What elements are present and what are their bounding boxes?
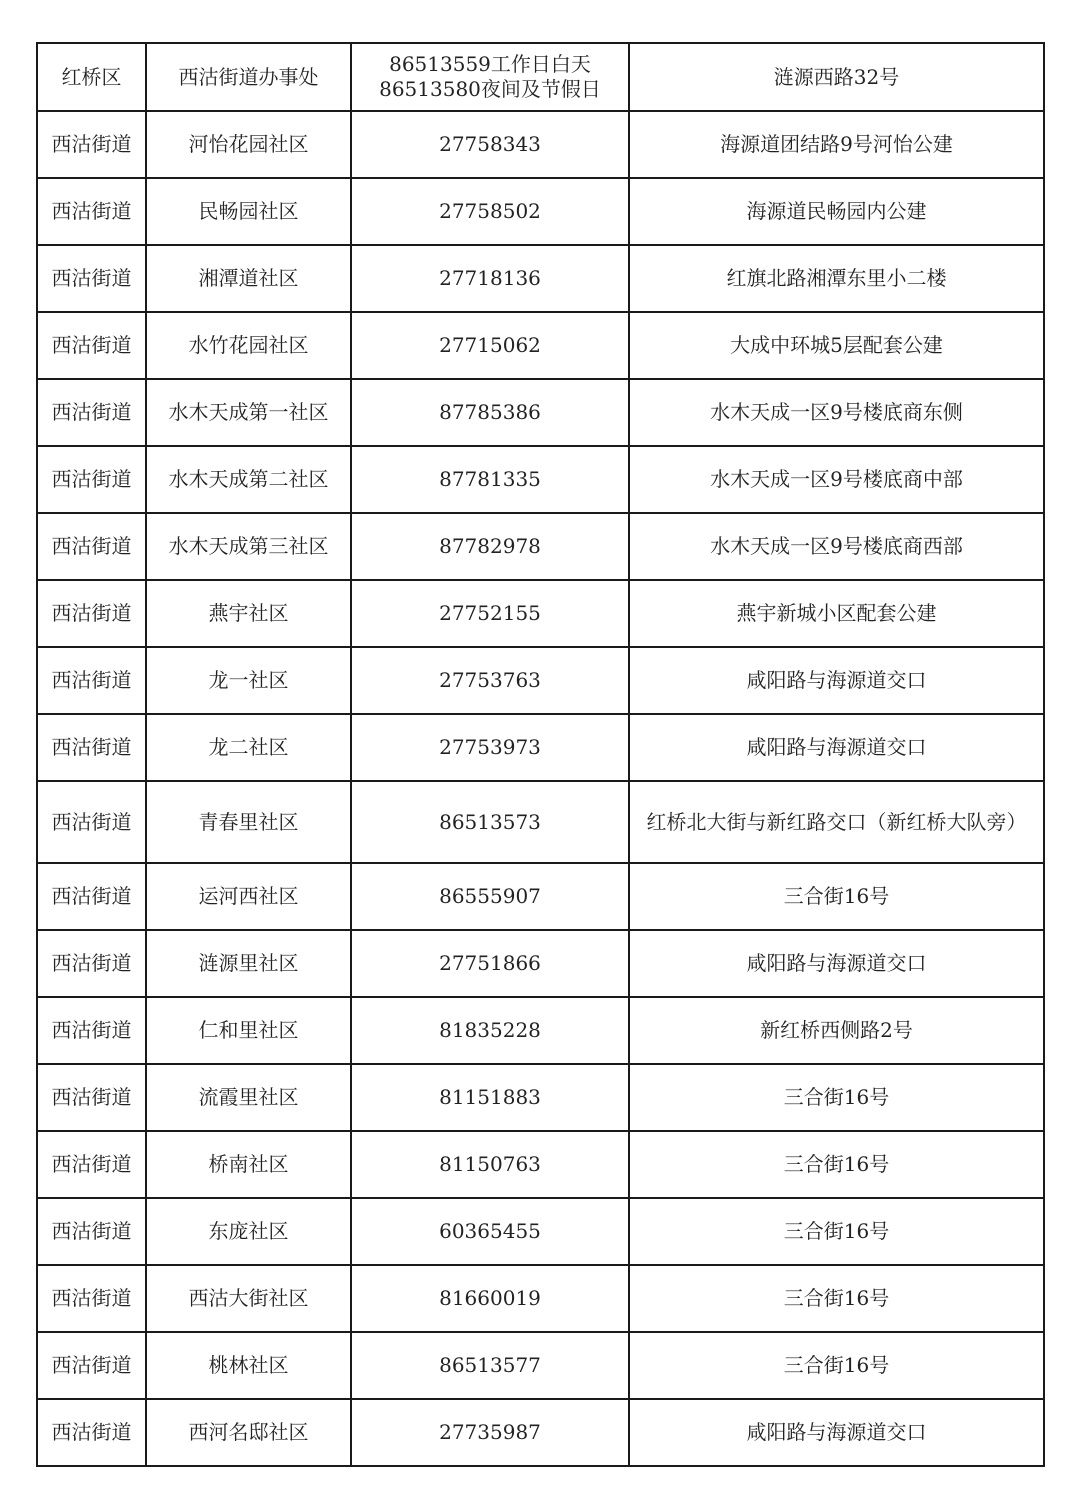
district-cell: 红桥区 [37,43,146,111]
phone-cell: 27718136 [351,245,629,312]
address-cell: 咸阳路与海源道交口 [629,714,1044,781]
address-cell: 咸阳路与海源道交口 [629,1399,1044,1466]
address-cell: 水木天成一区9号楼底商中部 [629,446,1044,513]
address-cell: 三合街16号 [629,1064,1044,1131]
address-cell: 三合街16号 [629,1131,1044,1198]
phone-cell: 87782978 [351,513,629,580]
table-row [37,1198,1044,1265]
table-row [37,863,1044,930]
address-cell: 三合街16号 [629,1265,1044,1332]
table-row [37,997,1044,1064]
community-cell: 涟源里社区 [146,930,351,997]
phone-cell: 27752155 [351,580,629,647]
phone-day: 86513559工作日白天 [389,52,591,76]
table-row [37,580,1044,647]
table-row [37,781,1044,863]
address-cell: 三合街16号 [629,863,1044,930]
table-row [37,513,1044,580]
table-row [37,245,1044,312]
community-directory-table [36,42,1045,1467]
street-cell: 西沽街道 [37,647,146,714]
address-cell: 三合街16号 [629,1198,1044,1265]
table-body [37,43,1044,1466]
phone-cell: 87785386 [351,379,629,446]
phone-cell: 86555907 [351,863,629,930]
community-cell: 湘潭道社区 [146,245,351,312]
street-cell: 西沽街道 [37,178,146,245]
street-cell: 西沽街道 [37,446,146,513]
address-cell: 红桥北大街与新红路交口（新红桥大队旁） [629,781,1044,863]
address-cell: 大成中环城5层配套公建 [629,312,1044,379]
table-row [37,930,1044,997]
table-row [37,312,1044,379]
community-cell: 民畅园社区 [146,178,351,245]
office-cell: 西沽街道办事处 [146,43,351,111]
phone-cell: 27753973 [351,714,629,781]
street-cell: 西沽街道 [37,513,146,580]
street-cell: 西沽街道 [37,1064,146,1131]
street-cell: 西沽街道 [37,111,146,178]
street-cell: 西沽街道 [37,1265,146,1332]
street-cell: 西沽街道 [37,1198,146,1265]
phone-cell: 86513573 [351,781,629,863]
community-cell: 东庞社区 [146,1198,351,1265]
table-row [37,1399,1044,1466]
community-cell: 河怡花园社区 [146,111,351,178]
community-cell: 水木天成第三社区 [146,513,351,580]
community-cell: 水竹花园社区 [146,312,351,379]
phone-cell: 27751866 [351,930,629,997]
community-cell: 运河西社区 [146,863,351,930]
street-cell: 西沽街道 [37,312,146,379]
phone-cell: 27735987 [351,1399,629,1466]
table-row [37,714,1044,781]
office-address-cell: 涟源西路32号 [629,43,1044,111]
address-cell: 三合街16号 [629,1332,1044,1399]
address-cell: 燕宇新城小区配套公建 [629,580,1044,647]
community-cell: 流霞里社区 [146,1064,351,1131]
table-row [37,446,1044,513]
community-cell: 水木天成第一社区 [146,379,351,446]
community-cell: 西河名邸社区 [146,1399,351,1466]
street-cell: 西沽街道 [37,714,146,781]
community-cell: 燕宇社区 [146,580,351,647]
phone-cell: 27758343 [351,111,629,178]
table-row [37,1265,1044,1332]
table-row [37,1131,1044,1198]
address-cell: 新红桥西侧路2号 [629,997,1044,1064]
phone-cell: 60365455 [351,1198,629,1265]
street-cell: 西沽街道 [37,930,146,997]
address-cell: 水木天成一区9号楼底商东侧 [629,379,1044,446]
phone-cell: 81660019 [351,1265,629,1332]
street-cell: 西沽街道 [37,245,146,312]
table-header-row [37,43,1044,111]
community-cell: 桃林社区 [146,1332,351,1399]
street-cell: 西沽街道 [37,1131,146,1198]
phone-cell: 27758502 [351,178,629,245]
table-row [37,111,1044,178]
table-row [37,178,1044,245]
address-cell: 海源道民畅园内公建 [629,178,1044,245]
community-cell: 青春里社区 [146,781,351,863]
phone-cell: 81150763 [351,1131,629,1198]
address-cell: 海源道团结路9号河怡公建 [629,111,1044,178]
phone-cell: 27753763 [351,647,629,714]
phone-cell: 27715062 [351,312,629,379]
street-cell: 西沽街道 [37,997,146,1064]
table-row [37,379,1044,446]
street-cell: 西沽街道 [37,781,146,863]
street-cell: 西沽街道 [37,379,146,446]
street-cell: 西沽街道 [37,1332,146,1399]
community-cell: 仁和里社区 [146,997,351,1064]
community-cell: 水木天成第二社区 [146,446,351,513]
address-cell: 水木天成一区9号楼底商西部 [629,513,1044,580]
address-cell: 咸阳路与海源道交口 [629,930,1044,997]
street-cell: 西沽街道 [37,580,146,647]
community-cell: 桥南社区 [146,1131,351,1198]
community-cell: 龙一社区 [146,647,351,714]
phone-cell: 87781335 [351,446,629,513]
phone-cell: 86513577 [351,1332,629,1399]
address-cell: 红旗北路湘潭东里小二楼 [629,245,1044,312]
table-row [37,1332,1044,1399]
phone-cell: 81835228 [351,997,629,1064]
community-cell: 龙二社区 [146,714,351,781]
phone-cell: 81151883 [351,1064,629,1131]
office-phone-cell [351,43,629,111]
table-row [37,647,1044,714]
community-cell: 西沽大街社区 [146,1265,351,1332]
address-cell: 咸阳路与海源道交口 [629,647,1044,714]
phone-night: 86513580夜间及节假日 [379,77,601,101]
street-cell: 西沽街道 [37,863,146,930]
street-cell: 西沽街道 [37,1399,146,1466]
table-row [37,1064,1044,1131]
